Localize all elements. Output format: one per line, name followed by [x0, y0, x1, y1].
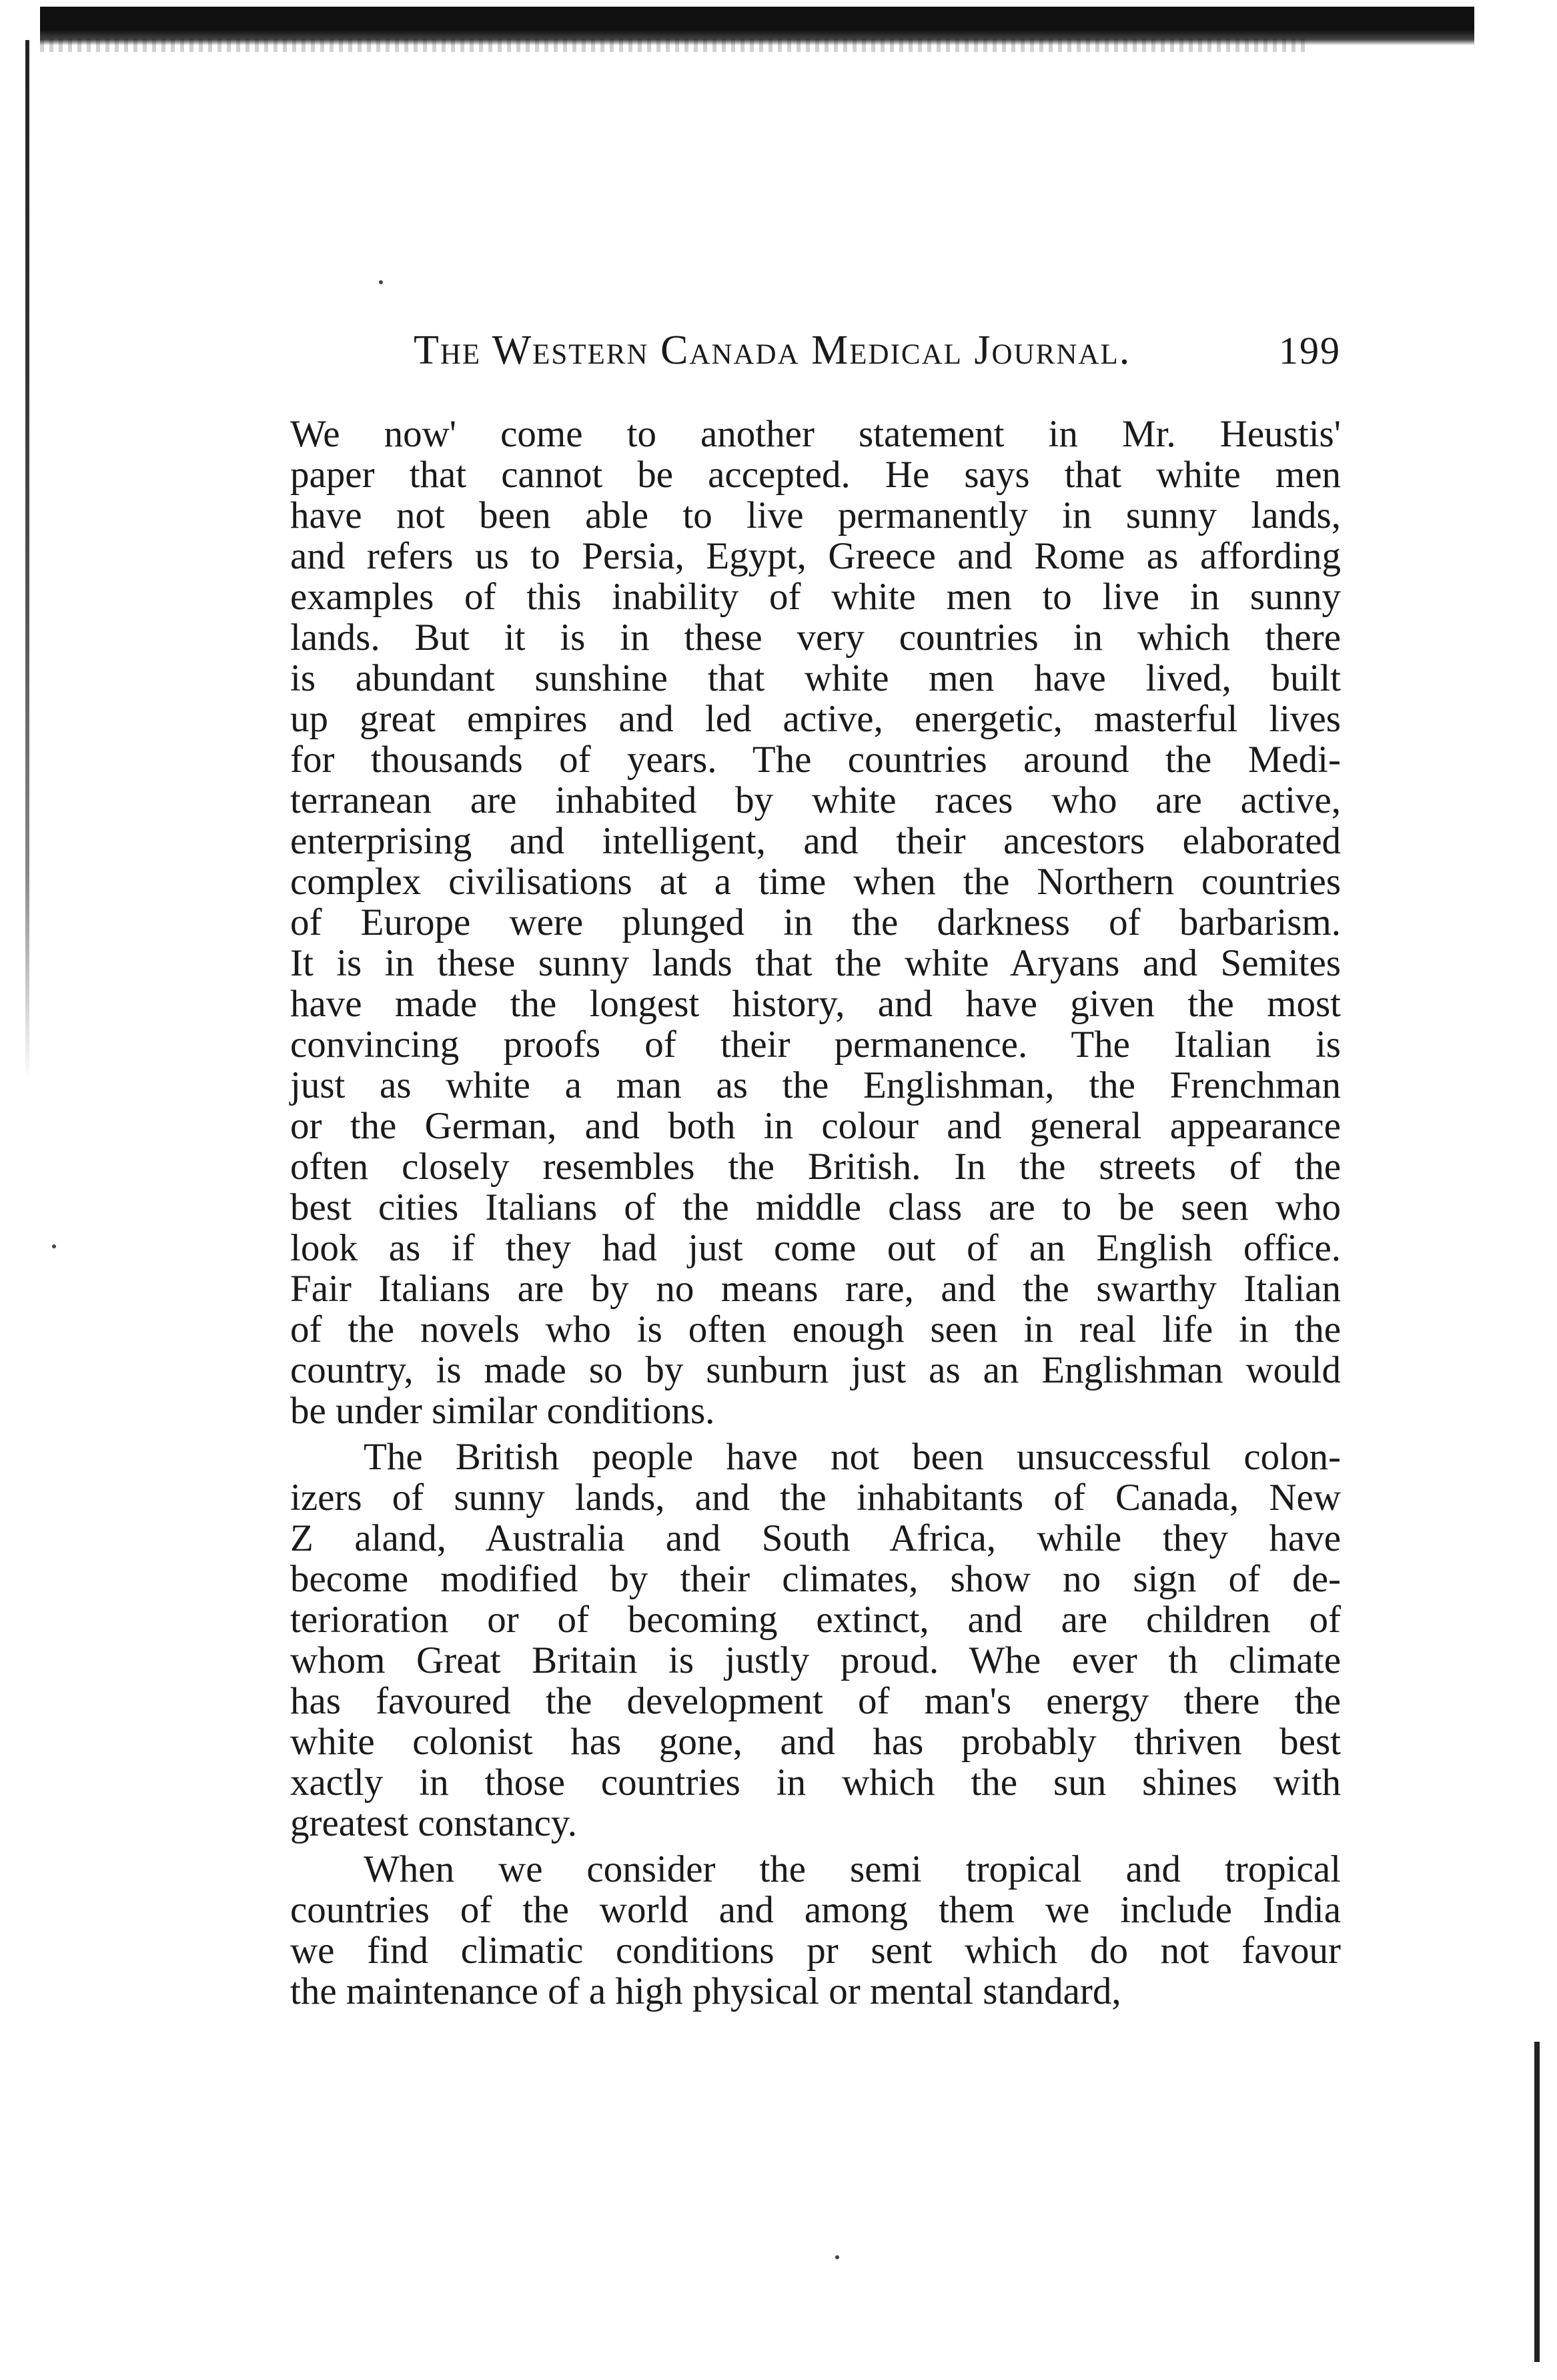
text-line: we find climatic conditions pr sent which do not favour	[290, 1930, 1341, 1972]
scan-right-edge	[1534, 2042, 1540, 2362]
text-line: look as if they had just come out of an English office.	[290, 1227, 1341, 1269]
text-line: When we consider the semi tropical and tropical	[364, 1848, 1341, 1890]
text-line: be under similar conditions.	[290, 1390, 715, 1432]
text-line: and refers us to Persia, Egypt, Greece and Rome as affording	[290, 535, 1341, 577]
text-line: just as white a man as the Englishman, the Frenchman	[290, 1064, 1341, 1106]
text-line: paper that cannot be accepted. He says that white men	[290, 454, 1341, 496]
text-line: terioration or of becoming extinct, and are children of	[290, 1599, 1341, 1641]
text-line: of Europe were plunged in the darkness of barbarism.	[290, 901, 1341, 943]
text-line: convincing proofs of their permanence. The Italian is	[290, 1024, 1341, 1066]
text-line: examples of this inability of white men to live in sunny	[290, 576, 1341, 618]
journal-title: The Western Canada Medical Journal.	[414, 328, 1131, 373]
text-line: has favoured the development of man's energy there the	[290, 1680, 1341, 1722]
paragraph	[290, 1437, 1341, 1844]
scan-speck	[835, 2255, 839, 2259]
text-line: terranean are inhabited by white races who are active,	[290, 779, 1341, 821]
text-line: become modified by their climates, show no sign of de-	[290, 1558, 1341, 1600]
article-body	[290, 414, 1341, 2012]
text-line: often closely resembles the British. In the streets of the	[290, 1146, 1341, 1188]
text-line: xactly in those countries in which the sun shines with	[290, 1761, 1341, 1804]
text-line: for thousands of years. The countries around the Medi-	[290, 739, 1341, 781]
text-line: lands. But it is in these very countries in which there	[290, 617, 1341, 659]
text-line: or the German, and both in colour and general appearance	[290, 1105, 1341, 1147]
text-line: The British people have not been unsuccessful colon-	[364, 1436, 1341, 1478]
scan-top-border-fade	[40, 39, 1308, 52]
text-line: We now' come to another statement in Mr. Heustis'	[290, 413, 1341, 455]
text-line: enterprising and intelligent, and their ancestors elaborated	[290, 820, 1341, 862]
text-line: greatest constancy.	[290, 1802, 577, 1844]
page-number: 199	[1279, 329, 1341, 372]
text-line: It is in these sunny lands that the white Aryans and Semites	[290, 942, 1341, 984]
text-line: up great empires and led active, energetic, masterful lives	[290, 698, 1341, 740]
paragraph	[290, 1849, 1341, 2012]
scan-speck	[52, 1244, 56, 1248]
scan-left-edge	[25, 40, 29, 1081]
paragraph	[290, 414, 1341, 1431]
running-head	[414, 327, 1341, 374]
text-line: the maintenance of a high physical or mental standard,	[290, 1970, 1121, 2012]
text-line: Fair Italians are by no means rare, and the swarthy Italian	[290, 1268, 1341, 1310]
text-line: whom Great Britain is justly proud. Whe ever th climate	[290, 1639, 1341, 1681]
text-line: have not been able to live permanently in sunny lands,	[290, 494, 1341, 536]
scan-speck	[379, 280, 383, 284]
text-line: country, is made so by sunburn just as an Englishman would	[290, 1349, 1341, 1391]
text-line: izers of sunny lands, and the inhabitants of Canada, New	[290, 1477, 1341, 1519]
text-line: best cities Italians of the middle class are to be seen who	[290, 1186, 1341, 1228]
text-line: countries of the world and among them we include India	[290, 1889, 1341, 1931]
text-line: of the novels who is often enough seen in real life in the	[290, 1308, 1341, 1350]
text-line: is abundant sunshine that white men have lived, built	[290, 657, 1341, 699]
text-line: white colonist has gone, and has probably thriven best	[290, 1721, 1341, 1763]
text-line: complex civilisations at a time when the Northern countries	[290, 861, 1341, 903]
text-line: Z aland, Australia and South Africa, while they have	[290, 1517, 1341, 1559]
text-line: have made the longest history, and have given the most	[290, 983, 1341, 1025]
